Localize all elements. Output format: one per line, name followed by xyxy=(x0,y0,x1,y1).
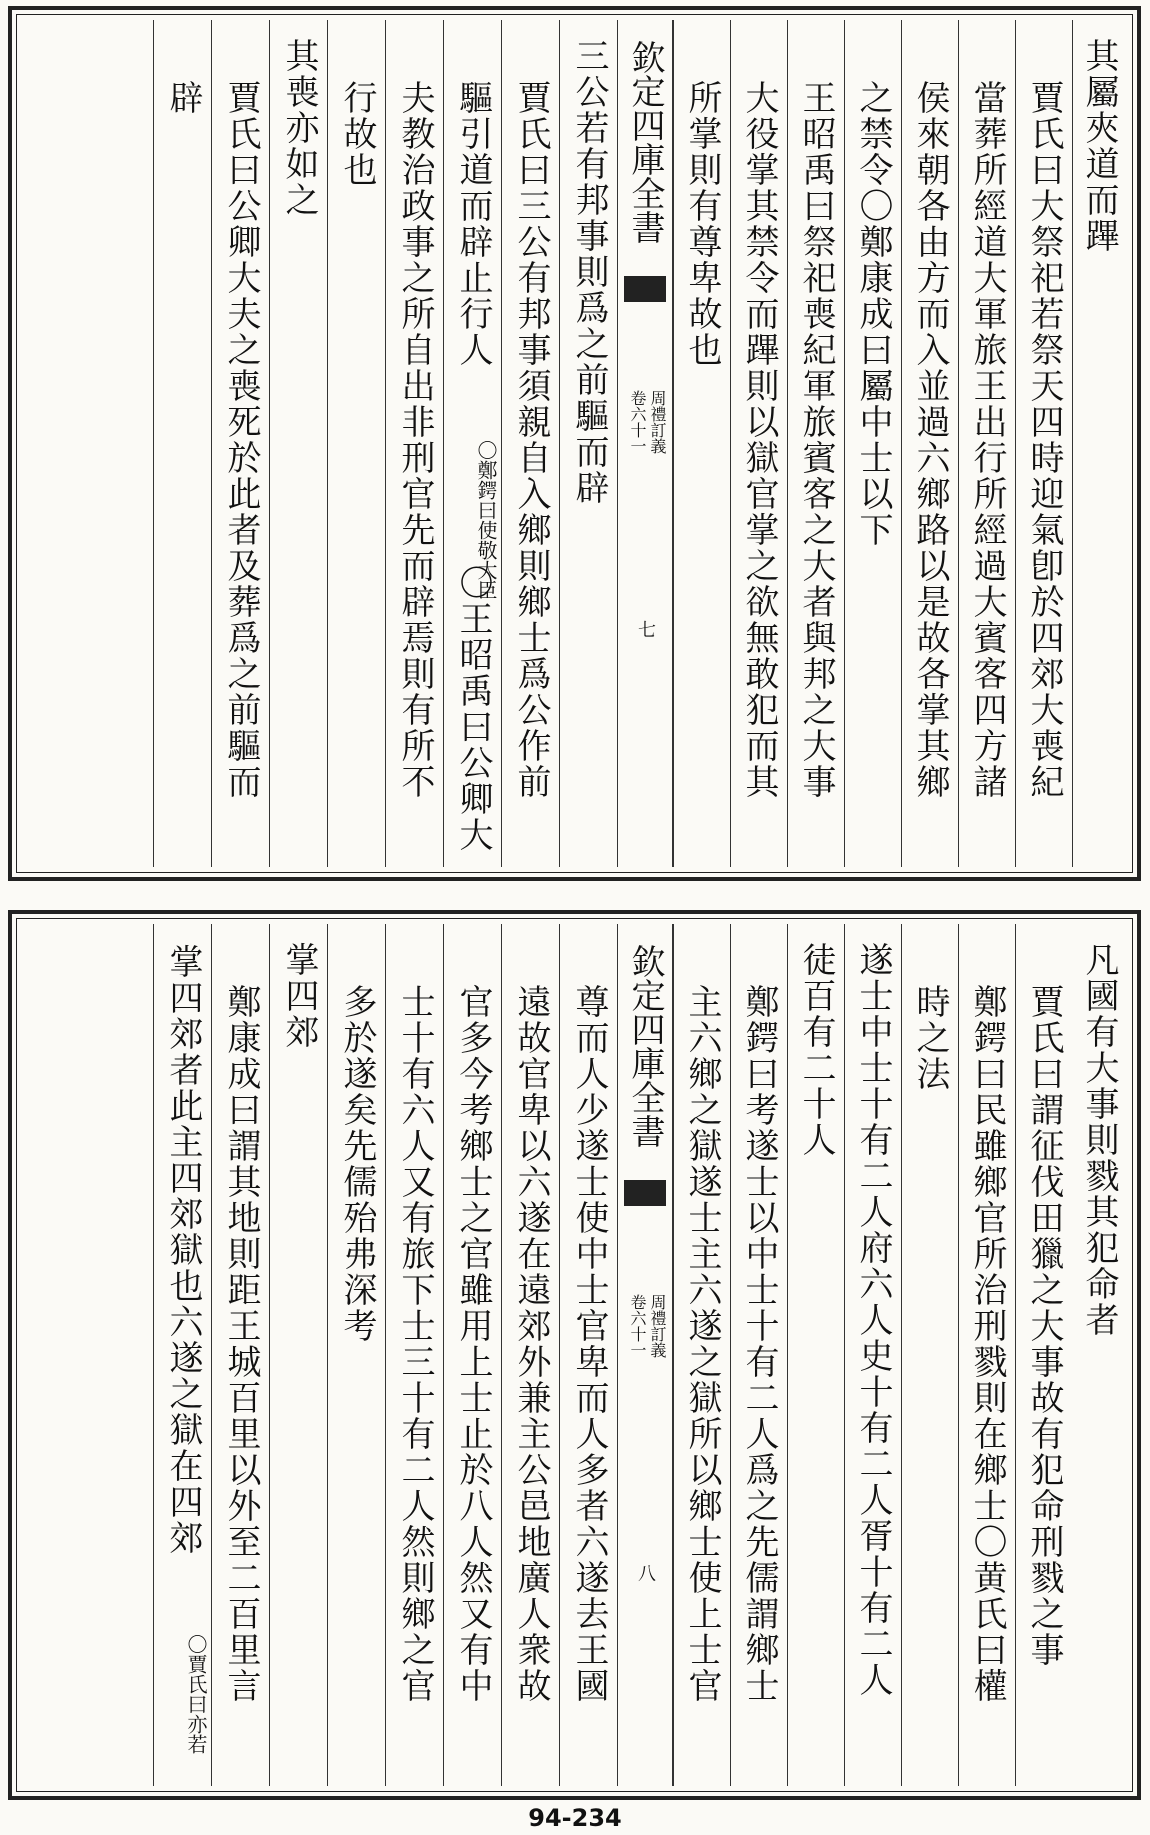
volume-number: 卷六十一 xyxy=(628,390,647,454)
text-column xyxy=(211,924,269,1786)
text-column xyxy=(443,924,501,1786)
column-text: 所掌則有尊卑故也 xyxy=(682,80,722,368)
column-text: 遂士中士十有二人府六人史十有二人胥十有二人 xyxy=(853,942,893,1698)
text-column xyxy=(673,924,730,1786)
text-column xyxy=(958,924,1015,1786)
column-text: 王昭禹曰祭祀喪紀軍旅賓客之大者與邦之大事 xyxy=(796,80,836,800)
text-column xyxy=(844,924,901,1786)
column-text: 鄭鍔曰考遂士以中士十有二人爲之先儒謂鄉士 xyxy=(739,984,779,1704)
page-footer-number: 94-234 xyxy=(528,1804,622,1832)
column-text: 主六鄉之獄遂士主六遂之獄所以鄉士使上士官 xyxy=(682,984,722,1704)
column-text: 掌四郊 xyxy=(279,942,319,1050)
text-column xyxy=(559,924,617,1786)
column-text: 行故也 xyxy=(337,80,377,188)
text-column xyxy=(385,20,443,867)
column-text: 鄭鍔曰民雖鄉官所治刑戮則在鄉士〇黄氏曰權 xyxy=(967,984,1007,1704)
library-title: 欽定四庫全書 xyxy=(625,944,665,1148)
text-column xyxy=(787,20,844,867)
column-text: 三公若有邦事則爲之前驅而辟 xyxy=(569,38,609,506)
text-column xyxy=(730,20,787,867)
column-text: 掌四郊者此主四郊獄也六遂之獄在四郊 xyxy=(163,944,203,1556)
text-column xyxy=(901,924,958,1786)
annotation-note: 〇鄭鍔曰使敬大臣 xyxy=(474,440,498,600)
text-column xyxy=(153,20,211,867)
column-text: 其喪亦如之 xyxy=(279,38,319,218)
column-text: 時之法 xyxy=(910,984,950,1092)
text-column xyxy=(958,20,1015,867)
fish-tail-mark xyxy=(624,276,666,302)
text-column xyxy=(211,20,269,867)
column-text: 其屬夾道而蹕 xyxy=(1079,38,1119,254)
center-margin xyxy=(617,20,673,867)
text-column xyxy=(327,20,385,867)
text-column xyxy=(787,924,844,1786)
column-text: 賈氏曰公卿大夫之喪死於此者及葬爲之前驅而 xyxy=(221,80,261,800)
text-column xyxy=(327,924,385,1786)
column-text: 夫教治政事之所自出非刑官先而辟焉則有所不 xyxy=(395,80,435,800)
column-text: 多於遂矣先儒殆弗深考 xyxy=(337,984,377,1344)
bottom-page xyxy=(8,910,1141,1800)
text-column xyxy=(1072,924,1127,1786)
text-column xyxy=(269,924,327,1786)
column-text: 〇王昭禹曰公卿大 xyxy=(453,565,493,853)
text-column xyxy=(153,924,211,1786)
text-column xyxy=(730,924,787,1786)
column-text: 驅引道而辟止行人 xyxy=(453,80,493,368)
text-column xyxy=(501,924,559,1786)
column-text: 賈氏曰謂征伐田獵之大事故有犯命刑戮之事 xyxy=(1024,984,1064,1668)
text-column xyxy=(269,20,327,867)
text-column xyxy=(501,20,559,867)
text-column xyxy=(1015,20,1072,867)
column-text: 大役掌其禁令而蹕則以獄官掌之欲無敢犯而其 xyxy=(739,80,779,800)
column-text: 凡國有大事則戮其犯命者 xyxy=(1079,942,1119,1338)
text-column xyxy=(1072,20,1127,867)
column-text: 尊而人少遂士使中士官卑而人多者六遂去王國 xyxy=(569,984,609,1704)
column-text: 當葬所經道大軍旅王出行所經過大賓客四方諸 xyxy=(967,80,1007,800)
column-text: 遠故官卑以六遂在遠郊外兼主公邑地廣人衆故 xyxy=(511,984,551,1704)
book-title: 周禮訂義 xyxy=(648,1294,667,1358)
volume-number: 卷六十一 xyxy=(628,1294,647,1358)
library-title: 欽定四庫全書 xyxy=(625,40,665,244)
text-column xyxy=(1015,924,1072,1786)
column-text: 徒百有二十人 xyxy=(796,942,836,1158)
text-column xyxy=(443,20,501,867)
fish-tail-mark xyxy=(624,1180,666,1206)
text-column xyxy=(673,20,730,867)
column-text: 之禁令〇鄭康成曰屬中士以下 xyxy=(853,80,893,548)
center-margin xyxy=(617,924,673,1786)
text-column xyxy=(559,20,617,867)
annotation-note: 〇賈氏曰亦若 xyxy=(184,1634,208,1754)
column-text: 官多今考鄉士之官雖用上士止於八人然又有中 xyxy=(453,984,493,1704)
column-text: 侯來朝各由方而入並過六鄉路以是故各掌其鄉 xyxy=(910,80,950,800)
column-text: 辟 xyxy=(163,80,203,116)
text-column xyxy=(844,20,901,867)
text-column xyxy=(385,924,443,1786)
leaf-number: 七 xyxy=(635,620,656,638)
leaf-number: 八 xyxy=(635,1564,656,1582)
column-text: 賈氏曰三公有邦事須親自入鄉則鄉士爲公作前 xyxy=(511,80,551,800)
top-page xyxy=(8,6,1141,881)
text-column xyxy=(901,20,958,867)
column-text: 賈氏曰大祭祀若祭天四時迎氣卽於四郊大喪紀 xyxy=(1024,80,1064,800)
column-text: 士十有六人又有旅下士三十有二人然則鄉之官 xyxy=(395,984,435,1704)
book-title: 周禮訂義 xyxy=(648,390,667,454)
column-text: 鄭康成曰謂其地則距王城百里以外至二百里言 xyxy=(221,984,261,1704)
